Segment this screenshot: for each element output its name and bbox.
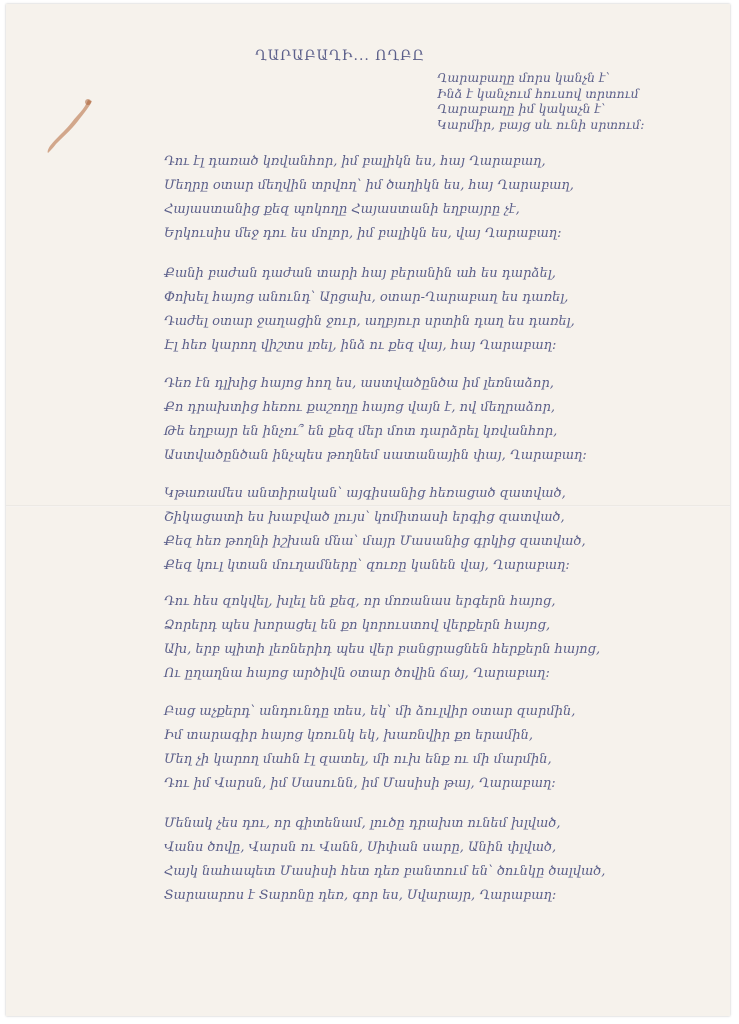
poem-line: Շիկացատի ես խաբված լույս՝ կոմիտասի երգից զատված, — [164, 510, 565, 525]
stanza-2 — [164, 262, 724, 358]
poem-line: Թե եղբայր են ինչու՞ են քեզ մեր մոտ դարձրել կռվանհոր, — [164, 424, 558, 439]
poem-line: Մեղրը օտար մեղվին տրվող՝ իմ ծաղիկն ես, հայ Ղարաբաղ, — [164, 178, 574, 193]
poem-line: Քո դրախտից հեռու քաշողը հայոց վայն է, ով մեղրաձոր, — [164, 400, 556, 415]
poem-title: ՂԱՐԱԲԱՂԻ... ՈՂԲԸ — [255, 48, 425, 64]
epigraph-line: Ինձ է կանչում հուսով տրտում — [437, 85, 639, 101]
poem-line: Դու էլ դառած կռվանհոր, իմ բալիկն ես, հայ Ղարաբաղ, — [164, 154, 546, 169]
poem-line: Ախ, երբ պիտի լեռներիդ պես վեր բանցրացնեն հերքերն հայոց, — [164, 642, 601, 657]
poem-line: Երկուսիս մեջ դու ես մոլոր, իմ բալիկն ես, վայ Ղարաբաղ։ — [164, 226, 562, 241]
poem-line: Աստվածընծան ինչպես թողնեմ սատանային փայ, Ղարաբաղ։ — [164, 448, 587, 463]
poem-line: Բաց աչքերդ՝ անդունդը տես, եկ՝ մի ձուլվիր օտար զարմին, — [164, 704, 576, 719]
poem-line: Քեզ կուլ կտան մուղամները՝ զուռը կանեն վայ, Ղարաբաղ։ — [164, 558, 570, 573]
poem-line: Քանի բաժան դաժան տարի հայ բերանին ահ ես դարձել, — [164, 266, 556, 281]
stanza-4 — [164, 482, 724, 578]
poem-line: Մենակ չես դու, որ գիտենամ, լուծը դրախտ ունեմ խլված, — [164, 816, 561, 831]
poem-line: Ու ըղաղնա հայոց արծիվն օտար ծովին ճայ, Ղարաբաղ։ — [164, 666, 550, 681]
stanza-3 — [164, 372, 724, 468]
epigraph-line: Կարմիր, բայց սև ունի սրտում։ — [437, 116, 645, 132]
epigraph-line: Ղարաբաղը իմ կակաչն է՝ — [437, 101, 606, 116]
poem-line: Էլ հեռ կարող վիշտս լռել, ինձ ու քեզ վայ, հայ Ղարաբաղ։ — [164, 338, 557, 353]
poem-line: Ձորերդ պես խորացել են քո կորուստով վերքերն հայոց, — [164, 618, 551, 633]
poem-line: Վանս ծովը, Վարսն ու Վանն, Սիփան սարը, Անին փլված, — [164, 840, 557, 855]
poem-line: Քեզ հեռ թողնի իշխան մնա՝ մայր Մասանից գրկից զատված, — [164, 534, 586, 549]
poem-line: Դաժել օտար ջաղացին ջուր, աղբյուր սրտին դաղ ես դառել, — [164, 314, 575, 329]
poem-line: Տարաարոս է Տարոնը դեռ, գոր ես, Սվարայր, Ղարաբաղ։ — [164, 888, 557, 903]
poem-line: Իմ տարագիր հայոց կռունկ եկ, խառնվիր քո երամին, — [164, 728, 534, 743]
poem-line: Մեղ չի կարող մահն էլ զատել, մի ուխ ենք ու մի մարմին, — [164, 752, 552, 767]
poem-line: Դու իմ Վարսն, իմ Սասունն, իմ Մասիսի թայ, Ղարաբաղ։ — [164, 776, 556, 791]
poem-line: Հայկ նահապետ Մասիսի հետ դեռ բանտում են՝ ծունկը ծալված, — [164, 864, 606, 879]
poem-line: Դեռ էն դլխից հայոց հող ես, աստվածընծա իմ լեռնաձոր, — [164, 376, 554, 391]
stanza-1 — [164, 150, 724, 246]
stanza-5 — [164, 590, 724, 686]
epigraph — [437, 70, 717, 132]
poem-line: Կթառամես անտիրական՝ այգիսանից հեռացած զատված, — [164, 486, 566, 501]
poem-line: Հայաստանից քեզ պոկողը Հայաստանի եղբայրը չէ, — [164, 202, 520, 217]
stanza-6 — [164, 700, 724, 796]
epigraph-line: Ղարաբաղը մորս կանչն է՝ — [437, 70, 610, 85]
poem-line: Դու հես զոկվել, խլել են քեզ, որ մոռանաս երգերն հայոց, — [164, 594, 556, 609]
stanza-7 — [164, 812, 724, 908]
poem-line: Փոխել հայոց անունդ՝ Արցախ, օտար-Ղարաբաղ ես դառել, — [164, 290, 569, 305]
